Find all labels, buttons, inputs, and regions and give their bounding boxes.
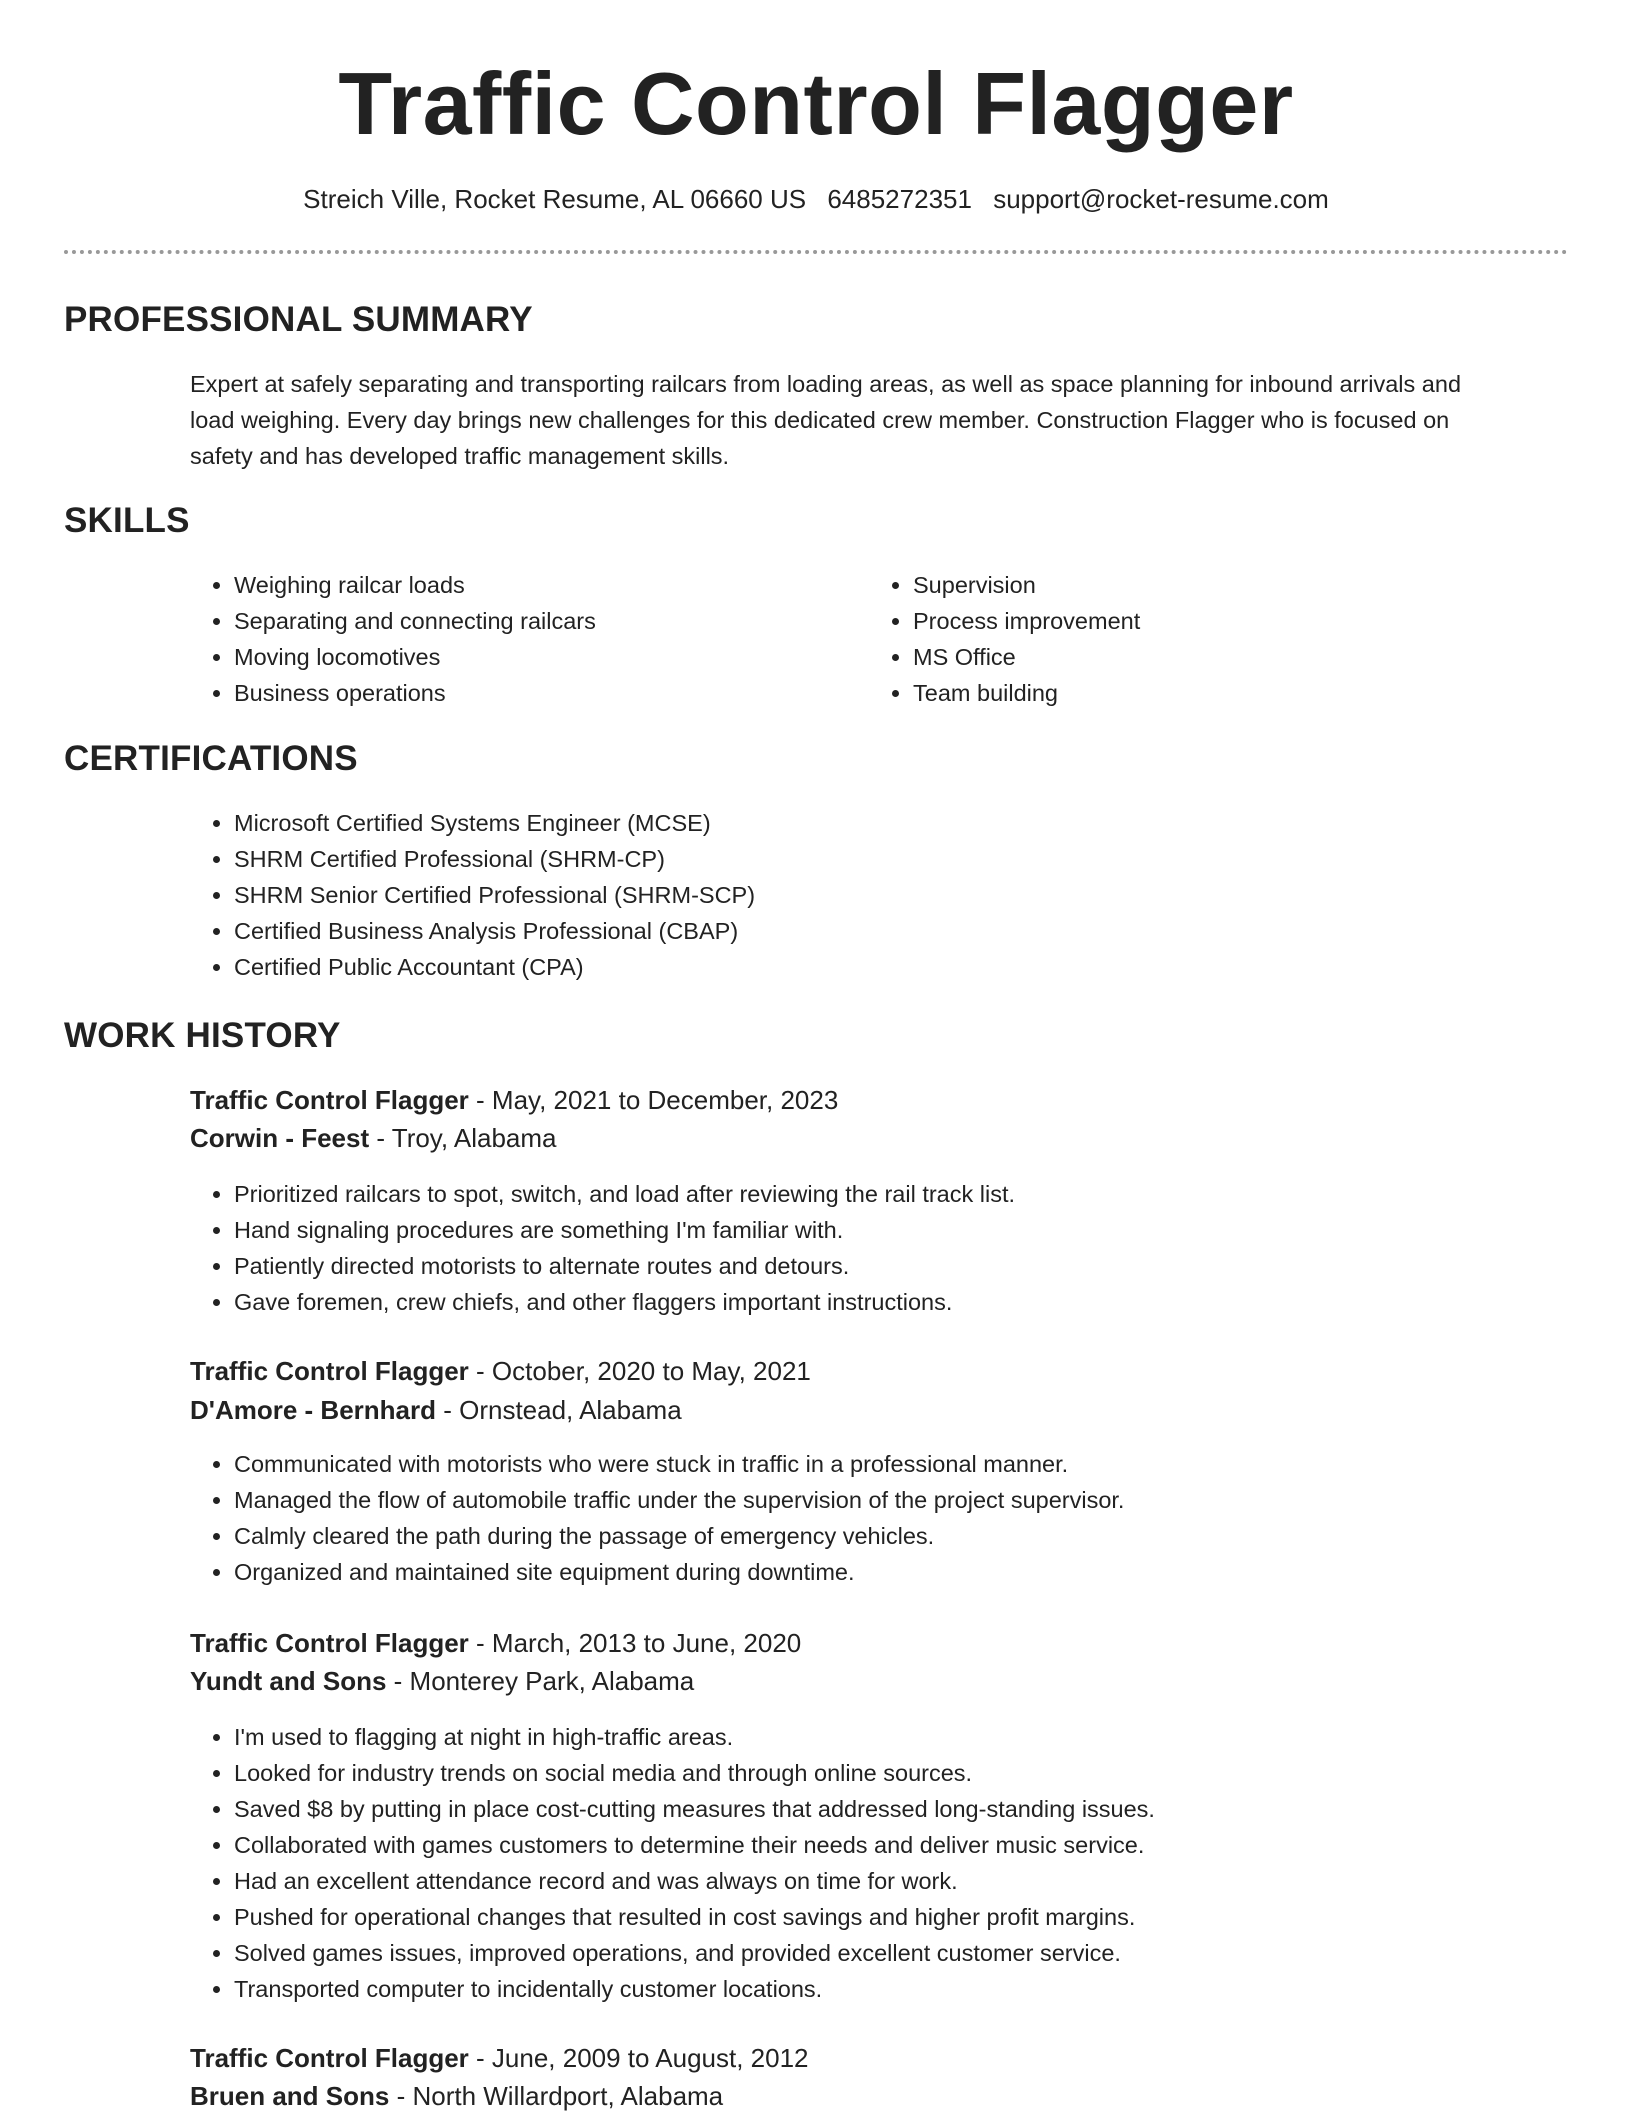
job-title-line [190,1625,801,1661]
job-duty-item: • Solved games issues, improved operations, and provided excellent customer service. [234,1935,1155,1971]
certification-item: • Microsoft Certified Systems Engineer (MCSE) [234,805,755,841]
job-duty-item: • Gave foremen, crew chiefs, and other flaggers important instructions. [234,1284,1015,1320]
certification-item: • SHRM Senior Certified Professional (SHRM-SCP) [234,877,755,913]
skills-list-right [869,567,1140,711]
job-role: Traffic Control Flagger [190,1628,469,1658]
job-title-line [190,1082,838,1118]
job-company: Yundt and Sons [190,1666,387,1696]
job-location: - Troy, Alabama [369,1123,557,1153]
skill-item: • Separating and connecting railcars [234,603,596,639]
job-duty-item: • Communicated with motorists who were stuck in traffic in a professional manner. [234,1446,1124,1482]
job-duties-list [190,1719,1155,2007]
job-duty-item: • I'm used to flagging at night in high-traffic areas. [234,1719,1155,1755]
summary-text [190,366,1570,474]
skill-item: • Moving locomotives [234,639,596,675]
skill-item: • Process improvement [913,603,1140,639]
job-duty-item: • Saved $8 by putting in place cost-cutting measures that addressed long-standing issues. [234,1791,1155,1827]
job-duties-list [190,1176,1015,1320]
certifications-heading: CERTIFICATIONS [64,739,358,778]
job-role: Traffic Control Flagger [190,2043,469,2073]
job-location: - North Willardport, Alabama [389,2081,724,2111]
certification-item: • SHRM Certified Professional (SHRM-CP) [234,841,755,877]
skill-item: • Team building [913,675,1140,711]
job-location: - Monterey Park, Alabama [386,1666,695,1696]
certification-item: • Certified Business Analysis Professional (CBAP) [234,913,755,949]
job-title-line [190,1353,811,1389]
skills-list-left [190,567,596,711]
resume-name: Traffic Control Flagger [338,54,1294,153]
job-duty-item: • Had an excellent attendance record and was always on time for work. [234,1863,1155,1899]
job-duty-item: • Looked for industry trends on social media and through online sources. [234,1755,1155,1791]
job-dates: - March, 2013 to June, 2020 [468,1628,802,1658]
job-duty-item: • Prioritized railcars to spot, switch, and load after reviewing the rail track list. [234,1176,1015,1212]
contact-line [0,182,1632,216]
skill-item: • Business operations [234,675,596,711]
phone-text: 6485272351 [827,184,972,214]
job-duty-item: • Patiently directed motorists to alternate routes and detours. [234,1248,1015,1284]
skill-item: • Supervision [913,567,1140,603]
job-dates: - June, 2009 to August, 2012 [468,2043,809,2073]
job-duty-item: • Pushed for operational changes that resulted in cost savings and higher profit margins. [234,1899,1155,1935]
job-location: - Ornstead, Alabama [436,1395,682,1425]
job-duty-item: • Calmly cleared the path during the passage of emergency vehicles. [234,1518,1124,1554]
summary-line: load weighing. Every day brings new challenges for this dedicated crew member. Construction Flagger who is focused on [190,407,1450,433]
skills-heading: SKILLS [64,501,190,540]
job-duty-item: • Organized and maintained site equipment during downtime. [234,1554,1124,1590]
address-text: Streich Ville, Rocket Resume, AL 06660 US [303,184,807,214]
job-role: Traffic Control Flagger [190,1356,469,1386]
skill-item: • Weighing railcar loads [234,567,596,603]
summary-heading: PROFESSIONAL SUMMARY [64,300,533,339]
skill-item: • MS Office [913,639,1140,675]
email-link[interactable]: support@rocket-resume.com [993,184,1329,214]
job-duties-list [190,1446,1124,1590]
job-role: Traffic Control Flagger [190,1085,469,1115]
summary-line: safety and has developed traffic management skills. [190,443,730,469]
job-company-line [190,1120,557,1156]
summary-line: Expert at safely separating and transporting railcars from loading areas, as well as space planning for inbound arrivals and [190,371,1462,397]
job-company: Bruen and Sons [190,2081,390,2111]
job-duty-item: • Managed the flow of automobile traffic under the supervision of the project supervisor. [234,1482,1124,1518]
certification-item: • Certified Public Accountant (CPA) [234,949,755,985]
job-duty-item: • Transported computer to incidentally customer locations. [234,1971,1155,2007]
job-company-line [190,2078,723,2114]
job-company: D'Amore - Bernhard [190,1395,436,1425]
job-title-line [190,2040,809,2076]
job-duty-item: • Hand signaling procedures are something I'm familiar with. [234,1212,1015,1248]
header-divider [64,250,1568,254]
work-history-heading: WORK HISTORY [64,1016,341,1055]
job-duty-item: • Collaborated with games customers to determine their needs and deliver music service. [234,1827,1155,1863]
job-dates: - October, 2020 to May, 2021 [468,1356,811,1386]
job-company: Corwin - Feest [190,1123,370,1153]
job-dates: - May, 2021 to December, 2023 [468,1085,839,1115]
job-company-line [190,1392,682,1428]
job-company-line [190,1663,694,1699]
certifications-list [190,805,755,985]
